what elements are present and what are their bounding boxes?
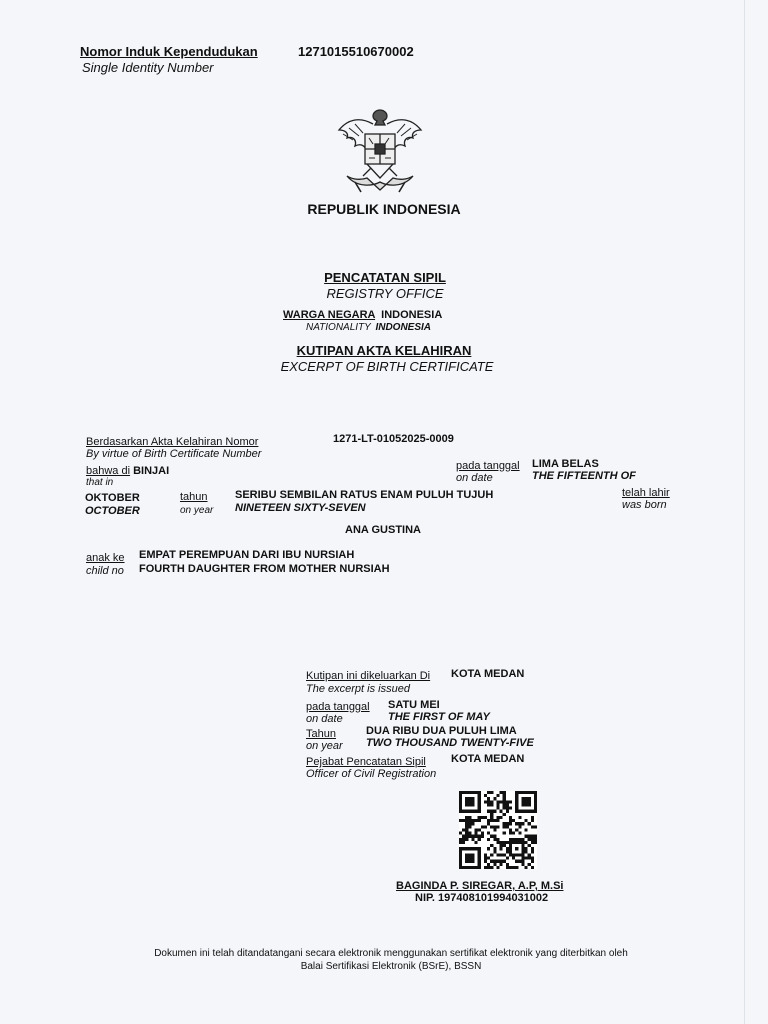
citizenship-value: INDONESIA <box>381 309 443 321</box>
child-order-value: EMPAT PEREMPUAN DARI IBU NURSIAH <box>139 549 355 561</box>
issue-date-value: SATU MEI <box>388 699 440 711</box>
qr-code-icon <box>459 791 537 869</box>
nationality-label: NATIONALITY <box>306 322 371 333</box>
cert-number-label-en: By virtue of Birth Certificate Number <box>86 448 262 460</box>
citizenship-label: WARGA NEGARA <box>283 309 376 321</box>
birth-date-label: pada tanggal <box>456 460 520 472</box>
birth-day: LIMA BELAS <box>532 458 599 470</box>
child-name: ANA GUSTINA <box>345 524 421 536</box>
issue-year-label: Tahun <box>306 728 336 740</box>
birth-day-en: THE FIFTEENTH OF <box>532 470 636 482</box>
nik-label: Nomor Induk Kependudukan <box>80 44 258 59</box>
birth-month-en: OCTOBER <box>85 505 140 517</box>
nationality-value: INDONESIA <box>375 322 431 333</box>
footer-note-line2: Balai Sertifikasi Elektronik (BSrE), BSSN <box>300 961 482 972</box>
nik-value: 1271015510670002 <box>298 44 414 59</box>
office-title: PENCATATAN SIPIL <box>324 270 446 285</box>
place-value: BINJAI <box>133 465 170 477</box>
office-title-en: REGISTRY OFFICE <box>326 286 444 301</box>
citizenship-row <box>283 310 442 321</box>
republic-title: REPUBLIK INDONESIA <box>307 201 461 217</box>
child-order-label-en: child no <box>86 565 124 577</box>
issued-at-value: KOTA MEDAN <box>451 668 525 680</box>
issue-date-label-en: on date <box>306 713 343 725</box>
document-title-en: EXCERPT OF BIRTH CERTIFICATE <box>280 359 494 374</box>
officer-label-en: Officer of Civil Registration <box>306 768 437 780</box>
officer-value: KOTA MEDAN <box>451 753 525 765</box>
child-order-label: anak ke <box>86 552 125 564</box>
issue-date-label: pada tanggal <box>306 701 370 713</box>
document-title: KUTIPAN AKTA KELAHIRAN <box>296 343 472 358</box>
signatory-nip: NIP. 197408101994031002 <box>415 892 549 904</box>
issue-year-value-en: TWO THOUSAND TWENTY-FIVE <box>366 737 534 749</box>
place-label: bahwa di <box>86 465 131 477</box>
signatory-name: BAGINDA P. SIREGAR, A.P, M.Si <box>396 880 564 892</box>
birth-year-label-en: on year <box>180 505 214 516</box>
officer-label: Pejabat Pencatatan Sipil <box>306 756 426 768</box>
birth-year-en: NINETEEN SIXTY-SEVEN <box>235 502 366 514</box>
birth-month: OKTOBER <box>85 492 140 504</box>
footer-note-line1: Dokumen ini telah ditandatangani secara elektronik menggunakan sertifikat elektronik yang diterbitkan oleh <box>154 948 628 959</box>
born-label: telah lahir <box>622 487 670 499</box>
issued-at-label-en: The excerpt is issued <box>306 683 410 695</box>
place-row <box>86 466 169 477</box>
issue-date-value-en: THE FIRST OF MAY <box>388 711 490 723</box>
born-label-en: was born <box>622 499 667 511</box>
birth-date-label-en: on date <box>456 472 493 484</box>
birth-year-label: tahun <box>180 491 208 503</box>
birth-year: SERIBU SEMBILAN RATUS ENAM PULUH TUJUH <box>235 489 494 501</box>
issue-year-label-en: on year <box>306 740 343 752</box>
garuda-pancasila-emblem-icon <box>333 106 427 196</box>
cert-number-label: Berdasarkan Akta Kelahiran Nomor <box>86 436 259 448</box>
cert-number-value: 1271-LT-01052025-0009 <box>333 433 454 445</box>
paper-edge <box>744 0 745 1024</box>
issue-year-value: DUA RIBU DUA PULUH LIMA <box>366 725 517 737</box>
issued-at-label: Kutipan ini dikeluarkan Di <box>306 670 431 682</box>
nationality-row <box>306 323 431 333</box>
nik-label-en: Single Identity Number <box>82 60 214 75</box>
place-label-en: that in <box>86 477 114 488</box>
child-order-value-en: FOURTH DAUGHTER FROM MOTHER NURSIAH <box>139 563 390 575</box>
